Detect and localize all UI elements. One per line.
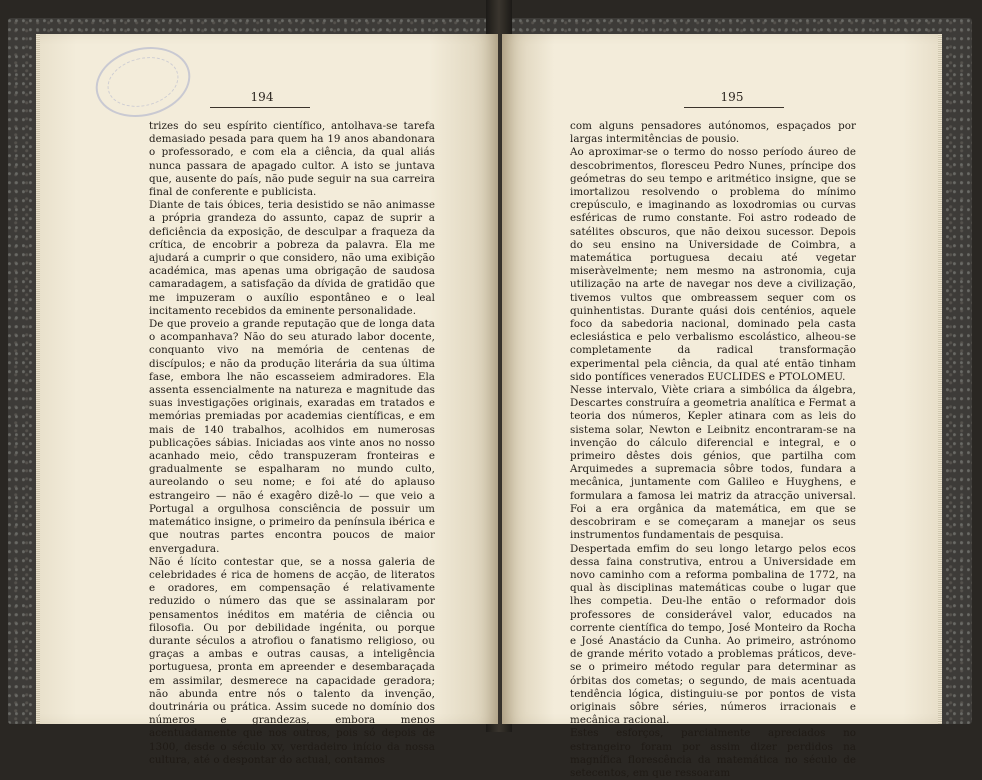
right-page-number: 195 (720, 90, 744, 104)
left-page-number: 194 (250, 90, 274, 104)
right-page-body: com alguns pensadores autónomos, espaçados por largas intermitências de pousio. Ao aproximar-se o termo do nosso período áureo de descobrimentos, floresceu Pedro Nunes, príncipe dos geómetras do seu tempo e aritmético insigne, que se imortalizou resolvendo o problema do mínimo crepúsculo, e imaginando as loxodromias ou curvas esféricas de rumo constante. Foi astro rodeado de satélites obscuros, que não deixou sucessor. Depois do seu ensino na Universidade de Coimbra, a matemática portuguesa decaiu até vegetar miseràvelmente; nem mesmo na astronomia, cuja utilização na arte de navegar nos deve a civilização, tivemos vultos que ombreassem sequer com os quinhentistas. Durante quási dois centénios, aquele foco da sabedoria nacional, dominado pela casta eclesiástica e pelo verbalismo escolástico, alheou-se completamente da radical transformação experimental pela ciência, da qual até então tinham sido pontífices venerados EUCLIDES e PTOLOMEU. Nesse intervalo, Viète criara a simbólica da álgebra, Descartes construíra a geometria analítica e Fermat a teoria dos números, Kepler atinara com as leis do sistema solar, Newton e Leibnitz encontraram-se na invenção do cálculo diferencial e integral, e o primeiro dêstes dois génios, que partilha com Arquimedes a supremacia sôbre todos, fundara a mecânica, juntamente com Galileo e Huyghens, e formulara a famosa lei matriz da atracção universal. Foi a era orgânica da matemática, em que se descobriram e se começaram a manejar os seus instrumentos fundamentais de pesquisa. Despertada emfim do seu longo letargo pelos ecos dessa faina construtiva, entrou a Universidade em novo caminho com a reforma pombalina de 1772, na qual às disciplinas matemáticas coube o lugar que lhes competia. Deu-lhe então o reformador dois professores de considerável valor, educados na corrente científica do tempo, José Monteiro da Rocha e José Anastácio da Cunha. Ao primeiro, astrónomo de grande mérito votado a problemas práticos, deve-se o primeiro método regular para determinar as órbitas dos cometas; o segundo, de mais acentuada tendência lógica, distinguiu-se por pontos de vista originais sôbre séries, números irracionais e mecânica racional. Estes esforços, parcialmente apreciados no estrangeiro foram por assim dizer perdidos na magnífica florescência da matemática no século de setecentos, em que ressoaram (570, 120, 856, 779)
right-page (502, 34, 938, 779)
right-header-rule (684, 107, 784, 108)
left-page-body: trizes do seu espírito científico, antolhava-se tarefa demasiado pesada para quem ha 19 anos abandonara o professorado, e com ela a ciência, da qual aliás nunca passara de apagado cultor. A isto se juntava que, ausente do país, não pude seguir na sua carreira final de conferente e publicista. Diante de tais óbices, teria desistido se não animasse a própria grandeza do assunto, capaz de suprir a deficiência da exposição, de desculpar a fraqueza da crítica, de encobrir a pobreza da palavra. Ela me ajudará a cumprir o que considero, não uma exibição académica, mas apenas uma obrigação de saudosa camaradagem, a satisfação da dívida de gratidão que me impuzeram o auxílio espontâneo e o leal incitamento recebidos da eminente personalidade. De que proveio a grande reputação que de longa data o acompanhava? Não do seu aturado labor docente, conquanto vivo na memória de centenas de discípulos; e não da produção literária da sua última fase, embora lhe não escasseiem admiradores. Ela assenta essencialmente na natureza e magnitude das suas investigações originais, exaradas em tratados e memórias premiadas por academias científicas, e em mais de 140 trabalhos, acolhidos em numerosas publicações sábias. Iniciadas aos vinte anos no nosso acanhado meio, cêdo transpuzeram fronteiras e gradualmente se espalharam no mundo culto, aureolando o seu nome; e foi até do aplauso estrangeiro — não é exagêro dizê-lo — que veio a Portugal a orgulhosa consciência de possuir um matemático insigne, o primeiro da península ibérica e que noutras partes encontra poucos de maior envergadura. Não é lícito contestar que, se a nossa galeria de celebridades é rica de homens de acção, de literatos e oradores, em compensação é relativamente reduzido o número das que se assinalaram por pensamentos inéditos em matéria de ciência ou filosofia. Ou por debilidade ingénita, ou porque durante séculos a atrofiou o fanatismo religioso, ou graças a ambas e outras causas, a inteligência portuguesa, pronta em apreender e desembaraçada em assimilar, desmerece na capacidade geradora; não abunda entre nós o talento da invenção, doutrinária ou prática. Assim sucede no domínio dos números e grandezas, embora menos acentuadamente que nos outros, pois só depois de 1300, desde o século xv, verdadeiro início da nossa cultura, até o despontar do actual, contamos (149, 120, 435, 766)
left-page (40, 34, 498, 766)
library-stamp-icon (88, 37, 198, 126)
left-header-rule (210, 107, 310, 108)
